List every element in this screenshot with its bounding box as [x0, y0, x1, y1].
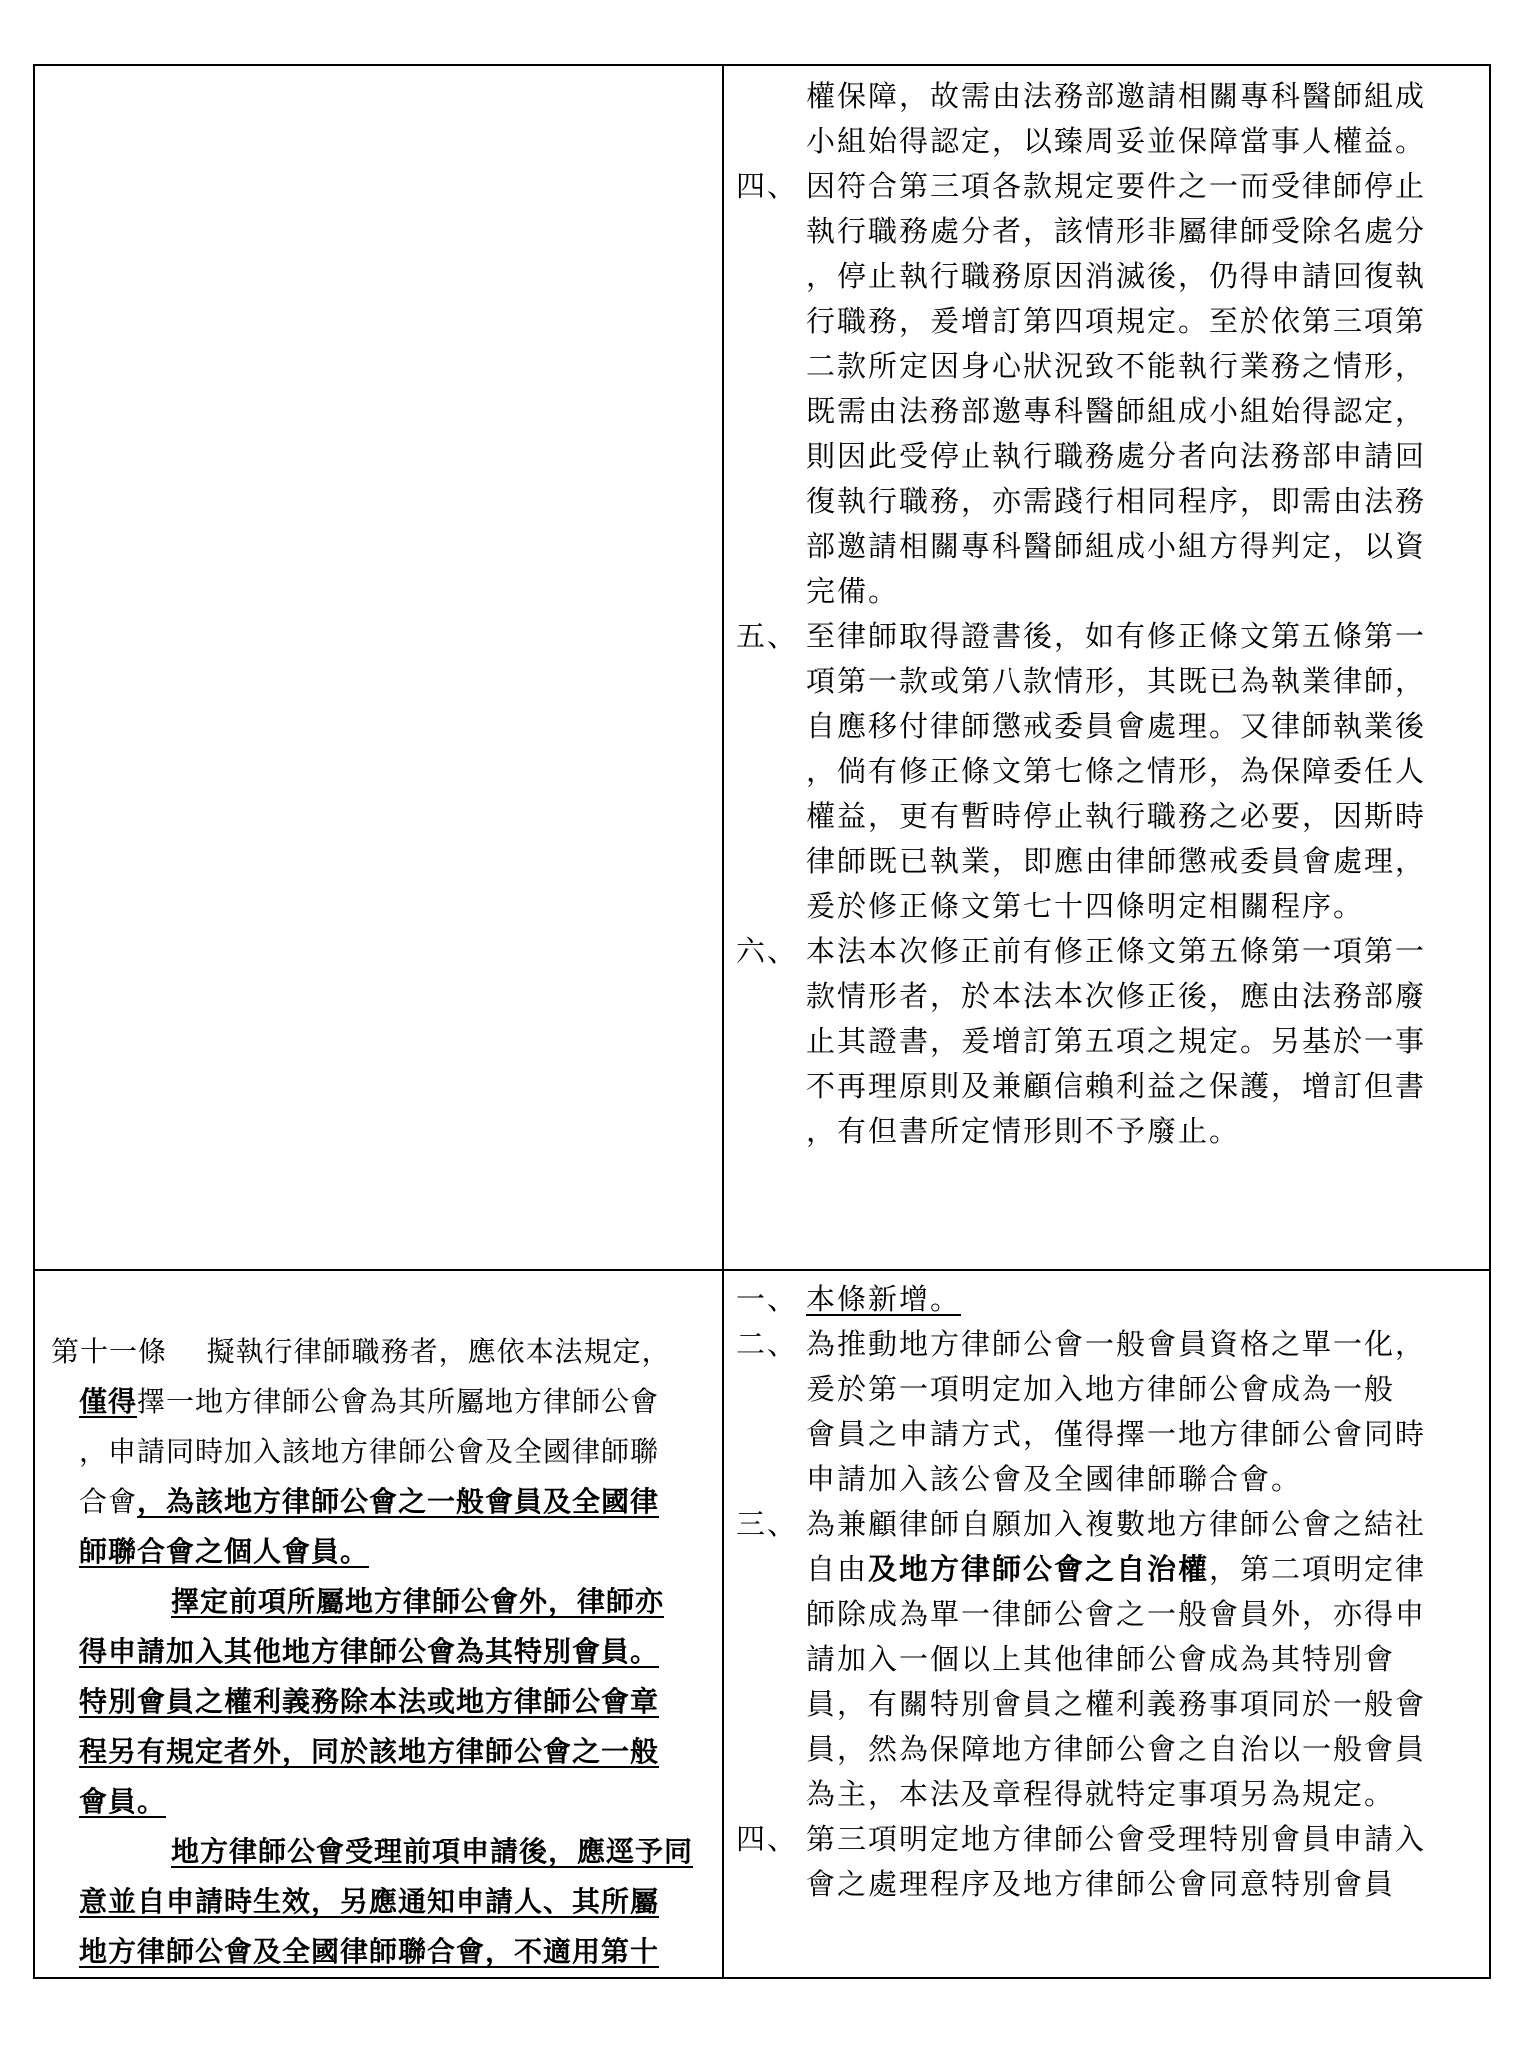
explanation-item-4: 四、 因符合第三項各款規定要件之一而受律師停止 執行職務處分者，該情形非屬律師受除名處分 ，停止執行職務原因消滅後，仍得申請回復執 行職務，爰增訂第四項規定。至於依第三項第 二款所定因身心狀況致不能執行業務之情形， 既需由法務部邀專科醫師組成小組始得認定， 則因此受停止執行職務處分者向法務部申請回 復執行職務，亦需踐行相同程序，即需由法務 部邀請相關專科醫師組成小組方得判定，以資 完備。 — [736, 164, 1477, 614]
explanation-item-4: 四、 第三項明定地方律師公會受理特別會員申請入 會之處理程序及地方律師公會同意特別會員 — [736, 1817, 1477, 1907]
article-paragraph-2: 擇定前項所屬地方律師公會外，律師亦 得申請加入其他地方律師公會為其特別會員。 特別會員之權利義務除本法或地方律師公會章 程另有規定者外，同於該地方律師公會之一般 會員。 — [79, 1585, 665, 1818]
explanation-cell — [723, 1270, 1490, 1978]
table-row — [34, 1270, 1490, 1978]
item-number: 六、 — [736, 934, 799, 968]
explanation-cell — [723, 65, 1490, 1270]
explanation-item-5: 五、 至律師取得證書後，如有修正條文第五條第一 項第一款或第八款情形，其既已為執業律師， 自應移付律師懲戒委員會處理。又律師執業後 ，倘有修正條文第七條之情形，為保障委任人 權益，更有暫時停止執行職務之必要，因斯時 律師既已執業，即應由律師懲戒委員會處理， 爰於修正條文第七十四條明定相關程序。 — [736, 614, 1477, 929]
table-row — [34, 65, 1490, 1270]
item-number: 二、 — [736, 1327, 799, 1361]
article-cell-empty — [34, 65, 723, 1270]
explanation-continued: 權保障，故需由法務部邀請相關專科醫師組成 小組始得認定，以臻周妥並保障當事人權益。 — [806, 79, 1427, 158]
explanation-item-2: 二、 為推動地方律師公會一般會員資格之單一化， 爰於第一項明定加入地方律師公會成為一般 會員之申請方式，僅得擇一地方律師公會同時 申請加入該公會及全國律師聯合會。 — [736, 1322, 1477, 1502]
item-number: 三、 — [736, 1507, 799, 1541]
comparison-table — [33, 64, 1491, 1979]
article-heading: 第十一條 — [51, 1335, 168, 1368]
item-number: 四、 — [736, 1822, 799, 1856]
explanation-item-3: 三、 為兼顧律師自願加入複數地方律師公會之結社 自由及地方律師公會之自治權，第二項明定律 師除成為單一律師公會之一般會員外，亦得申 請加入一個以上其他律師公會成為其特別會 員，有關特別會員之權利義務事項同於一般會 員，然為保障地方律師公會之自治以一般會員 為主，本法及章程得就特定事項另為規定。 — [736, 1502, 1477, 1817]
item-number: 五、 — [736, 619, 799, 653]
article-cell — [34, 1270, 723, 1978]
item-number: 四、 — [736, 169, 799, 203]
explanation-item-1: 一、 本條新增。 — [736, 1277, 1477, 1322]
article-paragraph-1: 第十一條 擬執行律師職務者，應依本法規定， 僅得擇一地方律師公會為其所屬地方律師公會 ，申請同時加入該地方律師公會及全國律師聯 合會，為該地方律師公會之一般會員及全國律 師聯合會之個人會員。 — [51, 1335, 671, 1568]
item-number: 一、 — [736, 1282, 799, 1316]
article-paragraph-3: 地方律師公會受理前項申請後，應逕予同 意並自申請時生效，另應通知申請人、其所屬 地方律師公會及全國律師聯合會，不適用第十 — [79, 1835, 694, 1968]
article-11-text — [35, 1271, 722, 1977]
explanation-item-6: 六、 本法本次修正前有修正條文第五條第一項第一 款情形者，於本法本次修正後，應由法務部廢 止其證書，爰增訂第五項之規定。另基於一事 不再理原則及兼顧信賴利益之保護，增訂但書 ，有但書所定情形則不予廢止。 — [736, 929, 1477, 1154]
